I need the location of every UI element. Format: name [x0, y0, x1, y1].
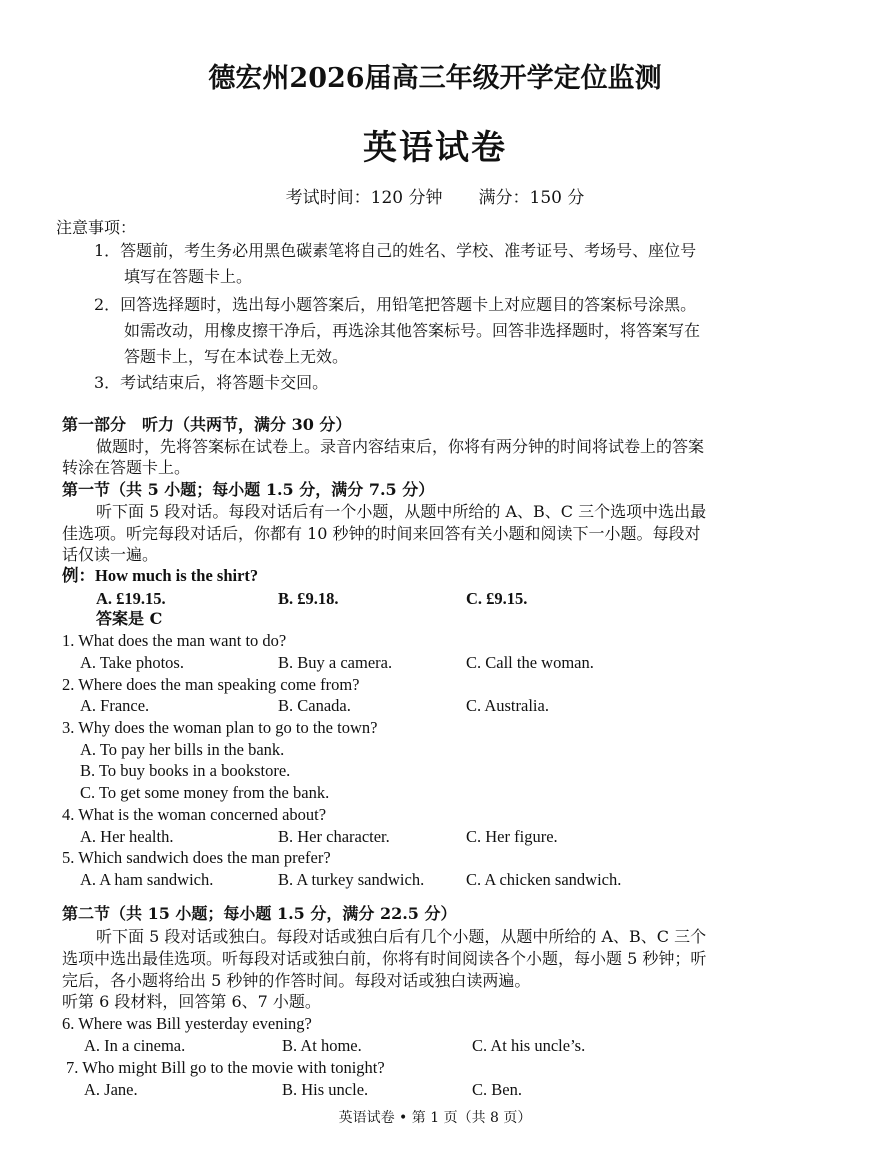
- note-2-line-1: 2．回答选择题时，选出每小题答案后，用铅笔把答题卡上对应题目的答案标号涂黑。: [94, 295, 697, 314]
- exam-score: 满分：150 分: [478, 188, 585, 208]
- notes-heading: 注意事项：: [56, 218, 137, 237]
- q7-option-b: B. His uncle.: [282, 1080, 369, 1099]
- q6-option-c: C. At his uncle’s.: [472, 1036, 586, 1055]
- question-5: 5. Which sandwich does the man prefer?: [62, 848, 331, 867]
- note-3: 3．考试结束后，将答题卡交回。: [94, 373, 329, 392]
- example-option-c: C. £9.15.: [466, 589, 528, 608]
- part1-intro-line-2: 转涂在答题卡上。: [62, 458, 191, 477]
- section1-intro-line-1: 听下面 5 段对话。每段对话后有一个小题，从题中所给的 A、B、C 三个选项中选出最: [96, 502, 707, 521]
- subject-title: 英语试卷: [363, 128, 507, 168]
- part1-heading: 第一部分 听力（共两节，满分 30 分）: [62, 415, 352, 434]
- example-question: 例：How much is the shirt?: [62, 566, 259, 585]
- section1-intro-line-2: 佳选项。听完每段对话后，你都有 10 秒钟的时间来回答有关小题和阅读下一小题。每段对: [62, 524, 701, 543]
- note-1-line-2: 填写在答题卡上。: [124, 267, 253, 286]
- question-4: 4. What is the woman concerned about?: [62, 805, 327, 824]
- q3-option-c: C. To get some money from the bank.: [80, 783, 330, 802]
- question-6: 6. Where was Bill yesterday evening?: [62, 1014, 312, 1033]
- page-footer: 英语试卷 • 第 1 页（共 8 页）: [338, 1110, 532, 1126]
- section2-heading: 第二节（共 15 小题；每小题 1.5 分，满分 22.5 分）: [62, 904, 457, 923]
- note-1-line-1: 1．答题前，考生务必用黑色碳素笔将自己的姓名、学校、准考证号、考场号、座位号: [94, 241, 697, 260]
- question-7: 7. Who might Bill go to the movie with tonight?: [66, 1058, 385, 1077]
- section2-intro-line-1: 听下面 5 段对话或独白。每段对话或独白后有几个小题，从题中所给的 A、B、C 三个: [96, 927, 707, 946]
- example-answer: 答案是 C: [96, 609, 163, 628]
- question-1: 1. What does the man want to do?: [62, 631, 287, 650]
- q5-option-a: A. A ham sandwich.: [80, 870, 214, 889]
- q4-option-a: A. Her health.: [80, 827, 174, 846]
- q4-option-b: B. Her character.: [278, 827, 390, 846]
- note-2-line-3: 答题卡上，写在本试卷上无效。: [124, 347, 349, 366]
- part1-intro-line-1: 做题时，先将答案标在试卷上。录音内容结束后，你将有两分钟的时间将试卷上的答案: [96, 437, 705, 456]
- q5-option-c: C. A chicken sandwich.: [466, 870, 622, 889]
- exam-info: [0, 186, 870, 210]
- section2-intro-line-2: 选项中选出最佳选项。听每段对话或独白前，你将有时间阅读各个小题，每小题 5 秒钟；听: [62, 949, 707, 968]
- q6-option-b: B. At home.: [282, 1036, 362, 1055]
- q5-option-b: B. A turkey sandwich.: [278, 870, 425, 889]
- section1-intro-line-3: 话仅读一遍。: [62, 545, 159, 564]
- q4-option-c: C. Her figure.: [466, 827, 558, 846]
- q3-option-b: B. To buy books in a bookstore.: [80, 761, 291, 780]
- question-2: 2. Where does the man speaking come from?: [62, 675, 360, 694]
- example-option-a: A. £19.15.: [96, 589, 166, 608]
- q6-option-a: A. In a cinema.: [84, 1036, 186, 1055]
- question-3: 3. Why does the woman plan to go to the town?: [62, 718, 378, 737]
- section1-heading: 第一节（共 5 小题；每小题 1.5 分，满分 7.5 分）: [62, 480, 435, 499]
- note-2-line-2: 如需改动，用橡皮擦干净后，再选涂其他答案标号。回答非选择题时，将答案写在: [124, 321, 701, 340]
- example-option-b: B. £9.18.: [278, 589, 339, 608]
- q7-option-a: A. Jane.: [84, 1080, 138, 1099]
- exam-time: 考试时间：120 分钟: [285, 188, 443, 208]
- exam-title: 德宏州2026届高三年级开学定位监测: [208, 63, 662, 94]
- q1-option-a: A. Take photos.: [80, 653, 184, 672]
- q1-option-c: C. Call the woman.: [466, 653, 594, 672]
- q7-option-c: C. Ben.: [472, 1080, 522, 1099]
- q2-option-b: B. Canada.: [278, 696, 351, 715]
- q1-option-b: B. Buy a camera.: [278, 653, 393, 672]
- section2-intro-line-3: 完后，各小题将给出 5 秒钟的作答时间。每段对话或独白读两遍。: [62, 971, 531, 990]
- q2-option-a: A. France.: [80, 696, 150, 715]
- q2-option-c: C. Australia.: [466, 696, 549, 715]
- material-6-instruction: 听第 6 段材料，回答第 6、7 小题。: [62, 992, 321, 1011]
- q3-option-a: A. To pay her bills in the bank.: [80, 740, 285, 759]
